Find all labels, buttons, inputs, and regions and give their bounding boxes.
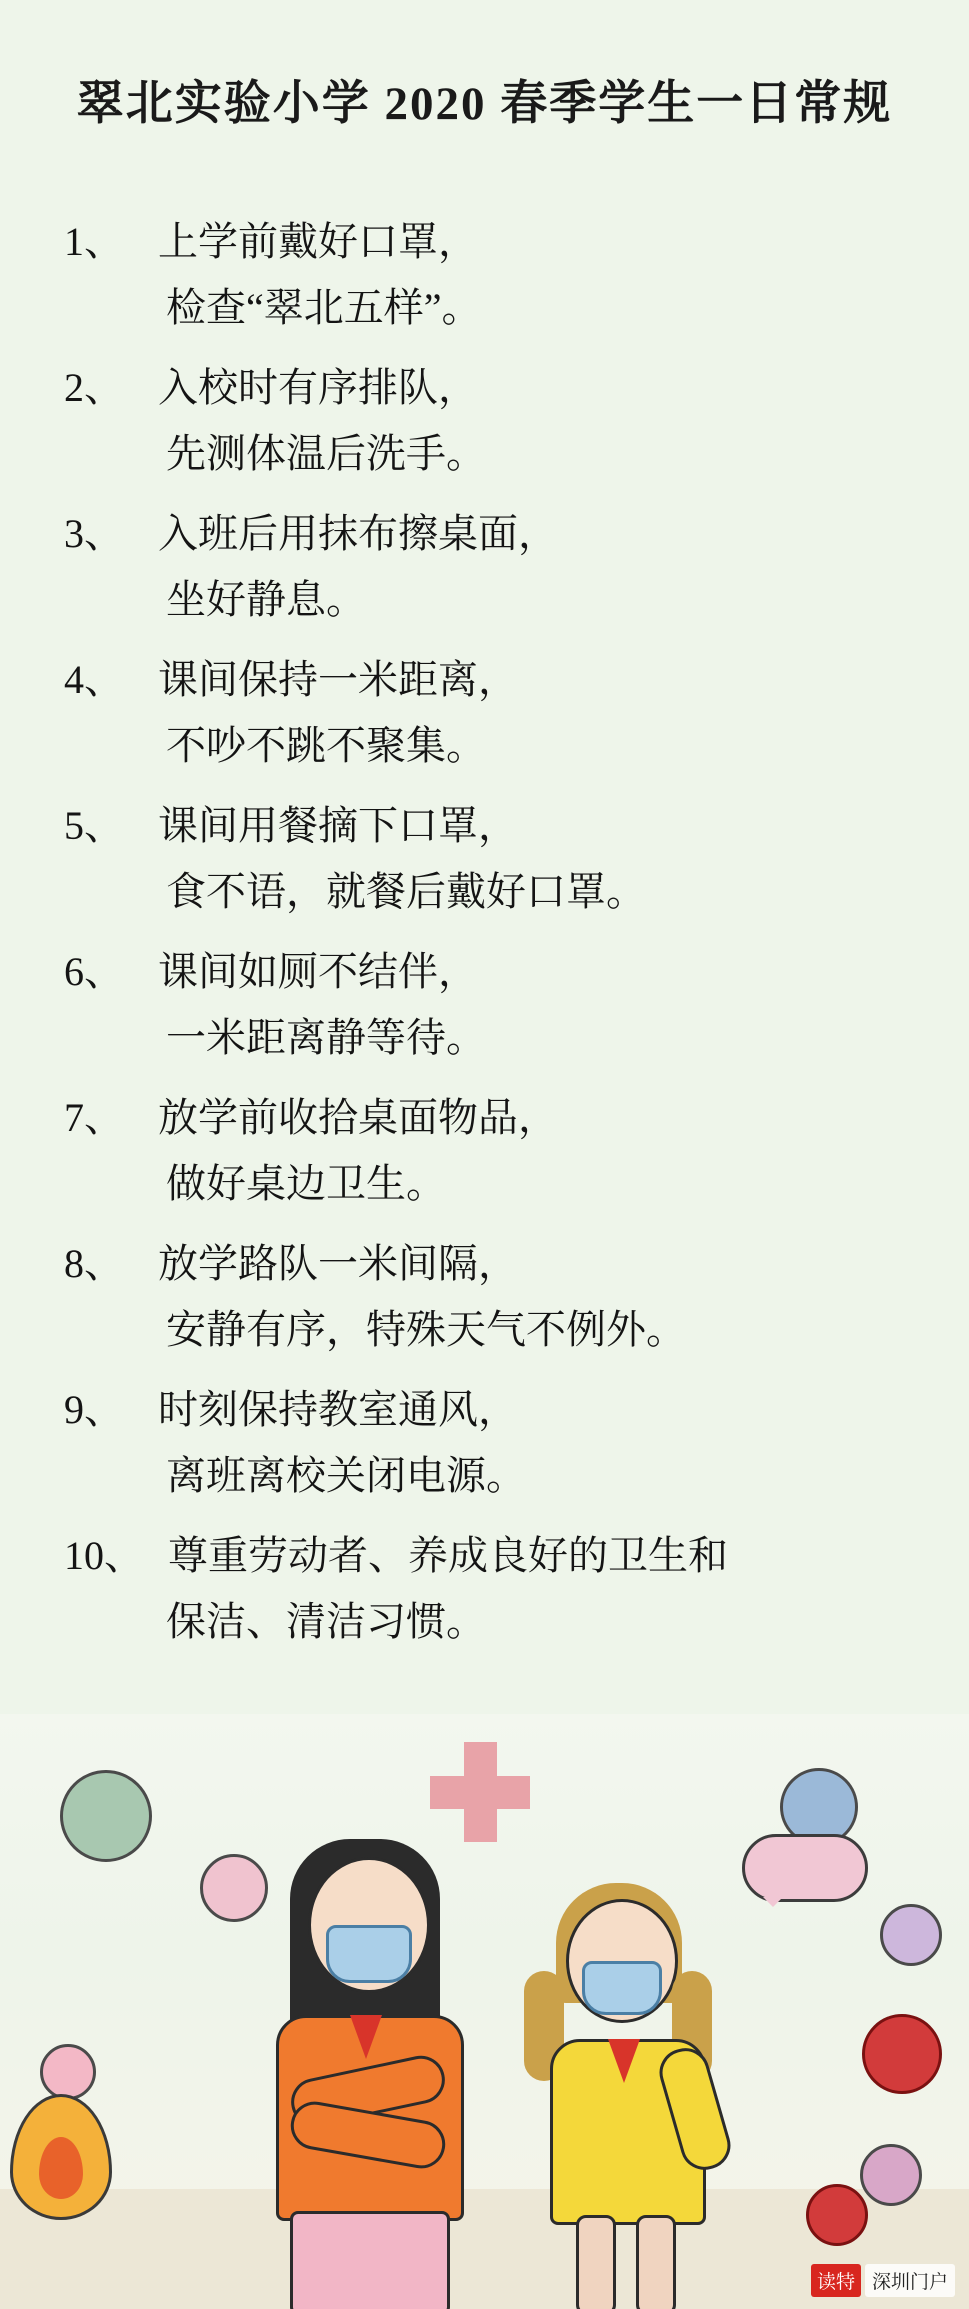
rule-line-1: 入班后用抹布擦桌面， xyxy=(158,511,558,556)
rule-number: 7、 xyxy=(64,1095,124,1140)
watermark xyxy=(811,2264,955,2297)
rule-line-1: 课间用餐摘下口罩， xyxy=(158,803,518,848)
watermark-badge: 读特 xyxy=(811,2264,861,2297)
speech-bubble-icon xyxy=(742,1834,868,1902)
rule-line-2: 先测体温后洗手。 xyxy=(166,431,486,476)
rule-text xyxy=(158,501,929,633)
rule-line-2: 检查“翠北五样”。 xyxy=(166,285,482,330)
rule-line-2: 不吵不跳不聚集。 xyxy=(166,723,486,768)
rule-number: 9、 xyxy=(64,1387,124,1432)
rule-line-1: 尊重劳动者、养成良好的卫生和 xyxy=(158,1533,728,1578)
germ-icon xyxy=(40,2044,96,2100)
rule-text xyxy=(158,1377,929,1509)
child-left xyxy=(246,1839,496,2309)
illustration xyxy=(0,1714,969,2309)
rule-number: 8、 xyxy=(64,1241,124,1286)
red-scarf xyxy=(608,2039,640,2083)
leg xyxy=(576,2215,616,2309)
rule-line-1: 入校时有序排队， xyxy=(158,365,478,410)
skirt xyxy=(290,2211,450,2309)
rule-number: 5、 xyxy=(64,803,124,848)
rule-line-2: 坐好静息。 xyxy=(166,577,366,622)
red-scarf xyxy=(350,2015,382,2059)
rule-text xyxy=(158,793,929,925)
rule-number: 6、 xyxy=(64,949,124,994)
rule-text xyxy=(158,647,929,779)
rule-line-1: 课间如厕不结伴， xyxy=(158,949,478,994)
list-item xyxy=(64,1377,929,1509)
watermark-label: 深圳门户 xyxy=(865,2264,955,2297)
rule-line-1: 上学前戴好口罩， xyxy=(158,219,478,264)
rule-number: 10、 xyxy=(64,1533,144,1578)
rule-line-2: 做好桌边卫生。 xyxy=(166,1161,446,1206)
child-right xyxy=(520,1879,750,2309)
rule-number: 4、 xyxy=(64,657,124,702)
rule-line-1: 放学路队一米间隔， xyxy=(158,1241,518,1286)
list-item xyxy=(64,647,929,779)
rule-text xyxy=(158,1231,929,1363)
rule-line-2: 保洁、清洁习惯。 xyxy=(166,1599,486,1644)
virus-icon xyxy=(806,2184,868,2246)
rule-line-1: 时刻保持教室通风， xyxy=(158,1387,518,1432)
list-item xyxy=(64,1085,929,1217)
list-item xyxy=(64,1523,929,1655)
rule-line-2: 食不语，就餐后戴好口罩。 xyxy=(166,869,646,914)
list-item xyxy=(64,501,929,633)
rule-text xyxy=(158,209,929,341)
list-item xyxy=(64,939,929,1071)
rule-line-1: 课间保持一米距离， xyxy=(158,657,518,702)
virus-icon xyxy=(862,2014,942,2094)
germ-icon xyxy=(860,2144,922,2206)
rule-number: 3、 xyxy=(64,511,124,556)
germ-icon xyxy=(60,1770,152,1862)
rule-text xyxy=(158,939,929,1071)
rule-number: 1、 xyxy=(64,219,124,264)
rule-text xyxy=(158,1523,929,1655)
rule-line-2: 一米距离静等待。 xyxy=(166,1015,486,1060)
list-item xyxy=(64,355,929,487)
rule-line-2: 安静有序，特殊天气不例外。 xyxy=(166,1307,686,1352)
rule-text xyxy=(158,1085,929,1217)
rule-line-1: 放学前收拾桌面物品， xyxy=(158,1095,558,1140)
list-item xyxy=(64,209,929,341)
medical-cross-icon xyxy=(430,1742,530,1842)
rule-text xyxy=(158,355,929,487)
list-item xyxy=(64,793,929,925)
rules-list xyxy=(0,209,969,1655)
germ-icon xyxy=(880,1904,942,1966)
page-title: 翠北实验小学 2020 春季学生一日常规 xyxy=(76,78,893,130)
rule-number: 2、 xyxy=(64,365,124,410)
face-mask xyxy=(326,1925,412,1983)
list-item xyxy=(64,1231,929,1363)
rule-line-2: 离班离校关闭电源。 xyxy=(166,1453,526,1498)
leg xyxy=(636,2215,676,2309)
face-mask xyxy=(582,1961,662,2015)
